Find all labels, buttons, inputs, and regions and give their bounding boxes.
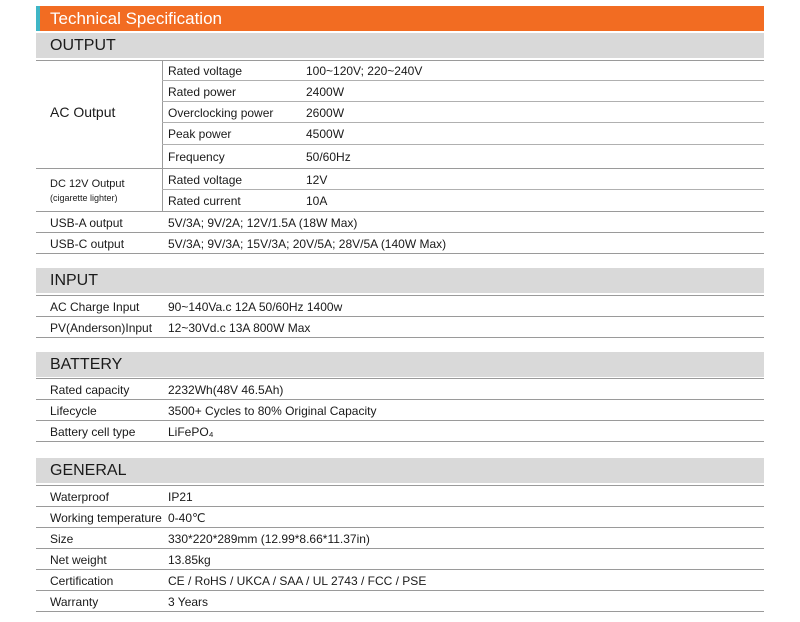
battery-row-name: Battery cell type <box>50 425 136 439</box>
divider <box>162 80 764 81</box>
dc-output-label <box>50 177 125 205</box>
divider <box>162 101 764 102</box>
dc-row-value: 12V <box>306 173 328 187</box>
usb-c-label: USB-C output <box>50 237 125 251</box>
battery-row-value: 2232Wh(48V 46.5Ah) <box>168 383 284 397</box>
divider <box>162 189 764 190</box>
divider <box>36 316 764 317</box>
general-row-value: IP21 <box>168 490 193 504</box>
ac-row-value: 50/60Hz <box>306 150 351 164</box>
general-row-value: 0-40℃ <box>168 511 206 525</box>
general-row-name: Size <box>50 532 74 546</box>
section-header-general <box>36 458 764 483</box>
ac-row-value: 4500W <box>306 127 345 141</box>
page-title: Technical Specification <box>50 9 222 28</box>
section-heading: BATTERY <box>50 356 123 373</box>
divider <box>36 441 764 442</box>
ac-row-value: 2400W <box>306 85 345 99</box>
section-heading: OUTPUT <box>50 37 116 54</box>
section-heading: INPUT <box>50 272 98 289</box>
general-row-value: 13.85kg <box>168 553 211 567</box>
divider <box>162 122 764 123</box>
divider <box>36 527 764 528</box>
divider <box>36 378 764 379</box>
general-row-value: CE / RoHS / UKCA / SAA / UL 2743 / FCC / PSE <box>168 574 427 588</box>
dc-output-title: DC 12V Output <box>50 178 125 190</box>
divider <box>36 295 764 296</box>
ac-row-name: Rated voltage <box>168 64 243 78</box>
divider <box>36 60 764 61</box>
general-row-name: Net weight <box>50 553 107 567</box>
divider <box>36 420 764 421</box>
general-row-name: Certification <box>50 574 114 588</box>
input-row-value: 12~30Vd.c 13A 800W Max <box>168 321 311 335</box>
battery-row-name: Lifecycle <box>50 404 97 418</box>
divider <box>36 399 764 400</box>
dc-row-name: Rated current <box>168 194 241 208</box>
ac-row-value: 2600W <box>306 106 345 120</box>
section-header-output <box>36 33 764 58</box>
ac-output-label: AC Output <box>50 104 116 120</box>
usb-a-value: 5V/3A; 9V/2A; 12V/1.5A (18W Max) <box>168 216 358 230</box>
divider <box>36 611 764 612</box>
divider <box>36 569 764 570</box>
battery-row-name: Rated capacity <box>50 383 130 397</box>
dc-row-value: 10A <box>306 194 328 208</box>
dc-output-sublabel: (cigarette lighter) <box>50 193 118 203</box>
section-header-input <box>36 268 764 293</box>
general-row-value: 330*220*289mm (12.99*8.66*11.37in) <box>168 532 370 546</box>
input-row-name: PV(Anderson)Input <box>50 321 153 335</box>
general-row-name: Working temperature <box>50 511 162 525</box>
ac-row-name: Frequency <box>168 150 225 164</box>
general-row-name: Warranty <box>50 595 99 609</box>
divider <box>36 548 764 549</box>
dc-row-name: Rated voltage <box>168 173 243 187</box>
section-header-battery <box>36 352 764 377</box>
usb-c-value: 5V/3A; 9V/3A; 15V/3A; 20V/5A; 28V/5A (140W Max) <box>168 237 447 251</box>
general-row-value: 3 Years <box>168 595 209 609</box>
title-accent-stripe <box>36 6 40 31</box>
ac-row-value: 100~120V; 220~240V <box>306 64 423 78</box>
ac-row-name: Rated power <box>168 85 237 99</box>
divider <box>162 144 764 145</box>
divider <box>36 590 764 591</box>
input-row-value: 90~140Va.c 12A 50/60Hz 1400w <box>168 300 343 314</box>
divider <box>36 232 764 233</box>
usb-a-label: USB-A output <box>50 216 123 230</box>
battery-row-value: LiFePO₄ <box>168 425 214 439</box>
divider <box>36 253 764 254</box>
ac-row-name: Overclocking power <box>168 106 274 120</box>
divider <box>36 337 764 338</box>
battery-row-value: 3500+ Cycles to 80% Original Capacity <box>168 404 377 418</box>
section-heading: GENERAL <box>50 462 127 479</box>
divider <box>36 211 764 212</box>
divider <box>36 168 764 169</box>
input-row-name: AC Charge Input <box>50 300 140 314</box>
divider <box>36 485 764 486</box>
general-row-name: Waterproof <box>50 490 109 504</box>
ac-row-name: Peak power <box>168 127 232 141</box>
divider <box>36 506 764 507</box>
